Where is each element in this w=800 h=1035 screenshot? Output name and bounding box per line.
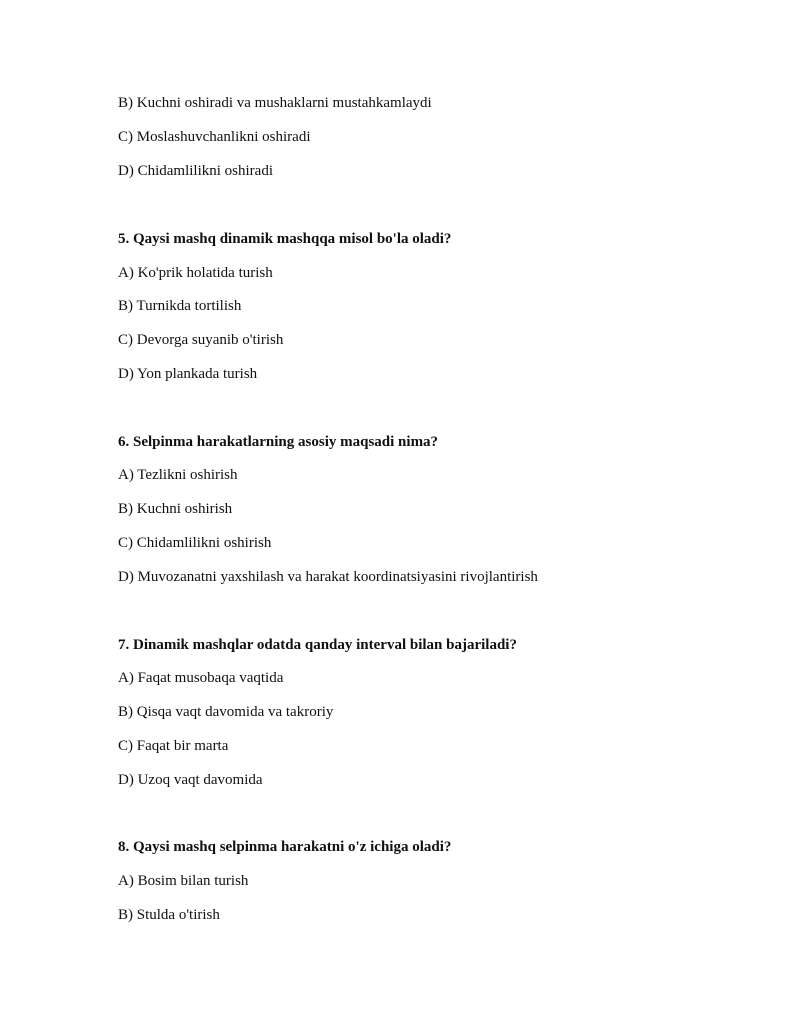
question-8: 8. Qaysi mashq selpinma harakatni o'z ichiga oladi?: [118, 839, 452, 855]
question-6-option-b: B) Kuchni oshirish: [118, 501, 233, 517]
question-5-option-a: A) Ko'prik holatida turish: [118, 265, 273, 281]
question-6: 6. Selpinma harakatlarning asosiy maqsadi nima?: [118, 434, 439, 450]
question-8-option-a: A) Bosim bilan turish: [118, 873, 249, 889]
question-7-option-d: D) Uzoq vaqt davomida: [118, 772, 263, 788]
question-7: 7. Dinamik mashqlar odatda qanday interval bilan bajariladi?: [118, 637, 517, 653]
question-7-option-a: A) Faqat musobaqa vaqtida: [118, 670, 284, 686]
option-lead-c: C) Moslashuvchanlikni oshiradi: [118, 129, 311, 145]
question-7-option-c: C) Faqat bir marta: [118, 738, 229, 754]
question-5-option-b: B) Turnikda tortilish: [118, 298, 242, 314]
question-5-option-d: D) Yon plankada turish: [118, 366, 258, 382]
question-5: 5. Qaysi mashq dinamik mashqqa misol bo'la oladi?: [118, 231, 452, 247]
question-5-option-c: C) Devorga suyanib o'tirish: [118, 332, 284, 348]
option-lead-b: B) Kuchni oshiradi va mushaklarni mustahkamlaydi: [118, 95, 432, 111]
question-6-option-a: A) Tezlikni oshirish: [118, 467, 238, 483]
question-6-option-c: C) Chidamlilikni oshirish: [118, 535, 272, 551]
question-8-option-b: B) Stulda o'tirish: [118, 907, 220, 923]
question-7-option-b: B) Qisqa vaqt davomida va takroriy: [118, 704, 334, 720]
question-6-option-d: D) Muvozanatni yaxshilash va harakat koordinatsiyasini rivojlantirish: [118, 569, 538, 585]
option-lead-d: D) Chidamlilikni oshiradi: [118, 163, 273, 179]
